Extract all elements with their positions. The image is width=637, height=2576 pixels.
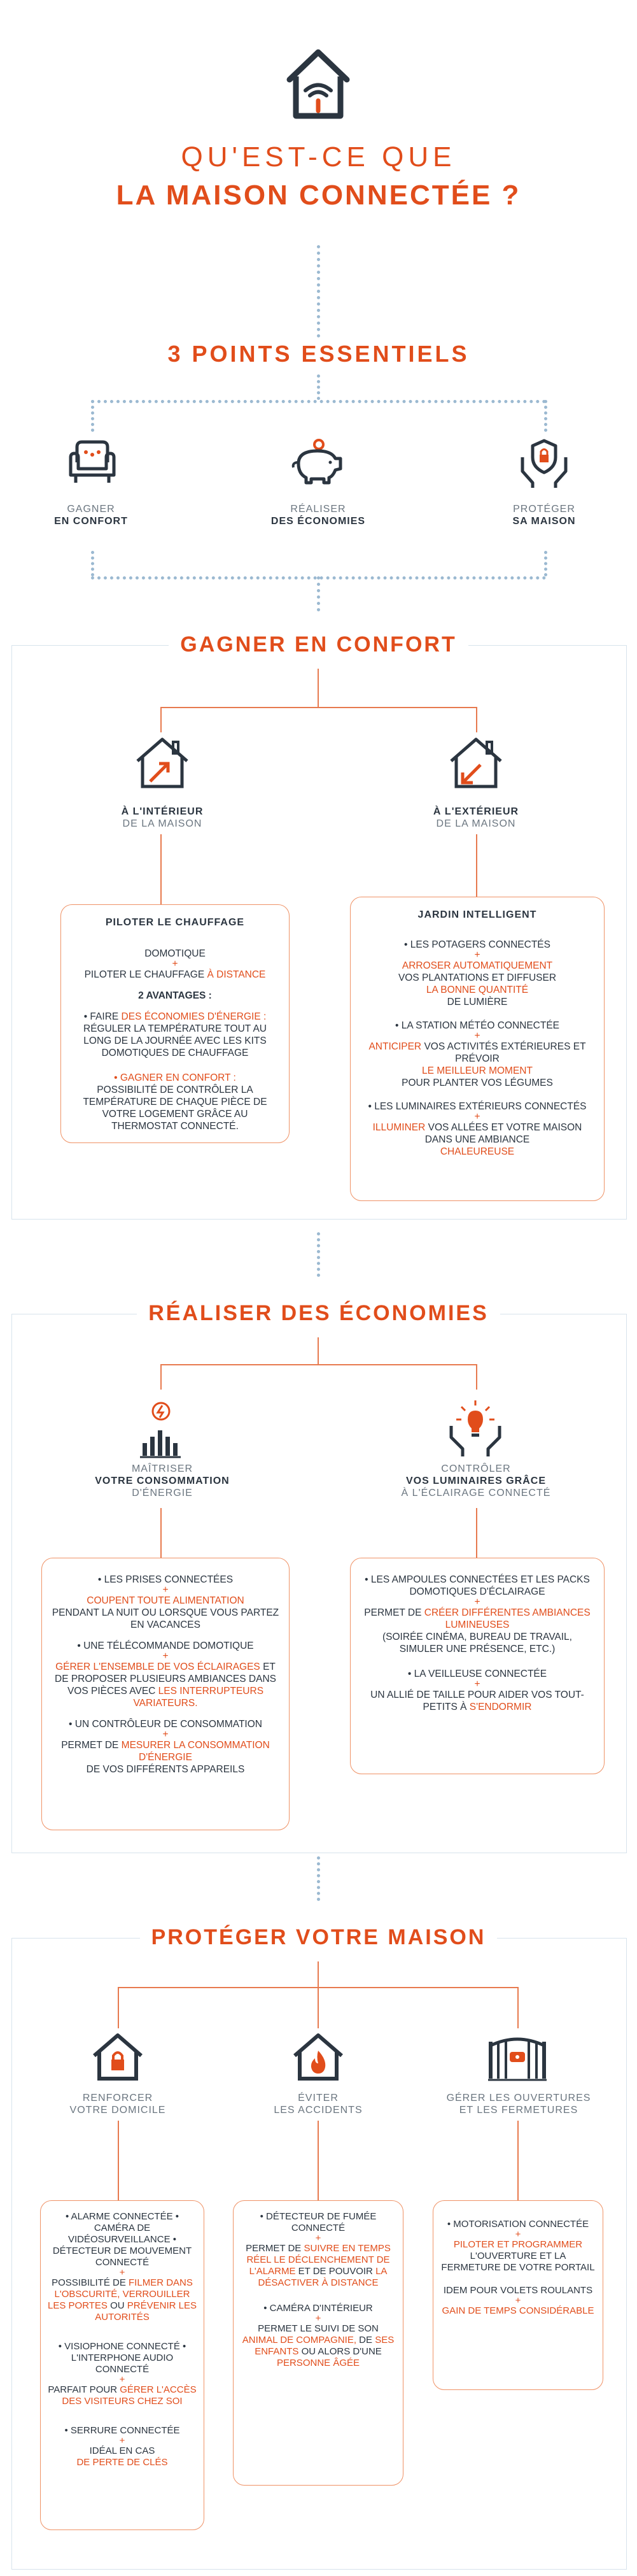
- eco-right-label-thin2: À L'ÉCLAIRAGE CONNECTÉ: [401, 1488, 551, 1498]
- card-economies-energie: • LES PRISES CONNECTÉES + COUPENT TOUTE ALIMENTATION PENDANT LA NUIT OU LORSQUE VOUS PARTEZ EN VACANCES • UNE TÉLÉCOMMANDE DOMOTIQUE + GÉRER L'ENSEMBLE DE VOS ÉCLAIRAGES ET DE PROPOSER PLUSIEURS AMBIANCES DANS VOS PIÈCES AVEC LES INTERRUPTEURS VARIATEURS. • UN CONTRÔLEUR DE CONSOMMATION + PERMET DE MESURER LA CONSOMMATION D'ÉNERGIE DE VOS DIFFÉRENTS APPAREILS: [41, 1558, 290, 1830]
- point-label-3-thin: PROTÉGER: [513, 504, 575, 515]
- point-label-3-bold: SA MAISON: [512, 516, 576, 527]
- card-jardin-intelligent: JARDIN INTELLIGENT • LES POTAGERS CONNECTÉS + ARROSER AUTOMATIQUEMENT VOS PLANTATIONS ET DIFFUSER LA BONNE QUANTITÉ DE LUMIÈRE • LA STATION MÉTÉO CONNECTÉE + ANTICIPER VOS ACTIVITÉS EXTÉRIEURES ET PRÉVOIR LE MEILLEUR MOMENT POUR PLANTER VOS LÉGUMES • LES LUMINAIRES EXTÉRIEURS CONNECTÉS + ILLUMINER VOS ALLÉES ET VOTRE MAISON DANS UNE AMBIANCE CHALEUREUSE: [350, 897, 605, 1201]
- confort-left-label-bold: À L'INTÉRIEUR: [121, 806, 204, 817]
- points-title: 3 POINTS ESSENTIELS: [167, 341, 470, 367]
- confort-left-label-thin: DE LA MAISON: [122, 818, 202, 829]
- card-renforcer: • ALARME CONNECTÉE • CAMÉRA DE VIDÉOSURVEILLANCE • DÉTECTEUR DE MOUVEMENT CONNECTÉ + POSSIBILITÉ DE FILMER DANS L'OBSCURITÉ, VERROUILLER LES PORTES OU PRÉVENIR LES AUTORITÉS • VISIOPHONE CONNECTÉ • L'INTERPHONE AUDIO CONNECTÉ + PARFAIT POUR GÉRER L'ACCÈS DES VISITEURS CHEZ SOI • SERRURE CONNECTÉE + IDÉAL EN CAS DE PERTE DE CLÉS: [40, 2200, 204, 2530]
- eco-left-label-thin: MAÎTRISER: [131, 1463, 193, 1474]
- card-eviter-accidents: • DÉTECTEUR DE FUMÉE CONNECTÉ + PERMET DE SUIVRE EN TEMPS RÉEL LE DÉCLENCHEMENT DE L'ALARME ET DE POUVOIR LA DÉSACTIVER À DISTANCE • CAMÉRA D'INTÉRIEUR + PERMET LE SUIVI DE SON ANIMAL DE COMPAGNIE, DE SES ENFANTS OU ALORS D'UNE PERSONNE ÂGÉE: [233, 2200, 403, 2486]
- point-label-1-bold: EN CONFORT: [54, 516, 128, 527]
- card-ouvertures: • MOTORISATION CONNECTÉE + PILOTER ET PROGRAMMER L'OUVERTURE ET LA FERMETURE DE VOTRE PORTAIL IDEM POUR VOLETS ROULANTS + GAIN DE TEMPS CONSIDÉRABLE: [433, 2200, 603, 2390]
- shield-hands-icon: [519, 438, 570, 489]
- house-fire-icon: [291, 2032, 346, 2082]
- prot-label-2-l2: LES ACCIDENTS: [274, 2105, 363, 2116]
- section-proteger-title: PROTÉGER VOTRE MAISON: [140, 1925, 498, 1949]
- card-title: PILOTER LE CHAUFFAGE: [105, 917, 245, 928]
- prot-label-1-l1: RENFORCER: [82, 2093, 153, 2103]
- page-title: LA MAISON CONNECTÉE ?: [116, 180, 521, 211]
- eco-left-label-thin2: D'ÉNERGIE: [132, 1488, 193, 1498]
- eco-right-label-thin: CONTRÔLER: [441, 1463, 511, 1474]
- section-confort-title: GAGNER EN CONFORT: [169, 632, 468, 657]
- prot-label-1-l2: VOTRE DOMICILE: [69, 2105, 166, 2116]
- eco-left-label-bold: VOTRE CONSOMMATION: [95, 1476, 230, 1486]
- title-line1: QU'EST-CE QUE: [181, 141, 456, 173]
- house-exterior-icon: [447, 736, 505, 790]
- prot-label-3-l2: ET LES FERMETURES: [459, 2105, 578, 2116]
- light-bulb-hands-icon: [449, 1398, 503, 1458]
- confort-right-label-thin: DE LA MAISON: [436, 818, 516, 829]
- piggy-bank-icon: [290, 438, 350, 486]
- prot-label-3-l1: GÉRER LES OUVERTURES: [446, 2093, 591, 2103]
- point-label-1-thin: GAGNER: [67, 504, 115, 515]
- prot-label-2-l1: ÉVITER: [298, 2093, 339, 2103]
- gate-icon: [487, 2033, 548, 2081]
- armchair-icon: [67, 438, 118, 486]
- energy-meter-icon: [139, 1401, 183, 1458]
- card-title: JARDIN INTELLIGENT: [417, 909, 537, 920]
- confort-right-label-bold: À L'EXTÉRIEUR: [433, 806, 519, 817]
- card-piloter-chauffage: PILOTER LE CHAUFFAGE DOMOTIQUE + PILOTER LE CHAUFFAGE À DISTANCE 2 AVANTAGES : • FAIRE DES ÉCONOMIES D'ÉNERGIE : RÉGULER LA TEMPÉRATURE TOUT AU LONG DE LA JOURNÉE AVEC LES KITS DOMOTIQUES DE CHAUFFAGE • GAGNER EN CONFORT : POSSIBILITÉ DE CONTRÔLER LA TEMPÉRATURE DE CHAQUE PIÈCE DE VOTRE LOGEMENT GRÂCE AU THERMOSTAT CONNECTÉ.: [60, 904, 290, 1143]
- point-label-2-thin: RÉALISER: [290, 504, 346, 515]
- house-wifi-icon: [283, 45, 353, 121]
- card-economies-eclairage: • LES AMPOULES CONNECTÉES ET LES PACKS DOMOTIQUES D'ÉCLAIRAGE + PERMET DE CRÉER DIFFÉRENTES AMBIANCES LUMINEUSES (SOIRÉE CINÉMA, BUREAU DE TRAVAIL, SIMULER UNE PRÉSENCE, ETC.) • LA VEILLEUSE CONNECTÉE + UN ALLIÉ DE TAILLE POUR AIDER VOS TOUT-PETITS À S'ENDORMIR: [350, 1558, 605, 1774]
- section-economies-title: RÉALISER DES ÉCONOMIES: [137, 1301, 500, 1325]
- eco-right-label-bold: VOS LUMINAIRES GRÂCE: [405, 1476, 546, 1486]
- point-label-2-bold: DES ÉCONOMIES: [270, 516, 366, 527]
- house-lock-icon: [90, 2032, 145, 2082]
- house-interior-icon: [134, 736, 191, 790]
